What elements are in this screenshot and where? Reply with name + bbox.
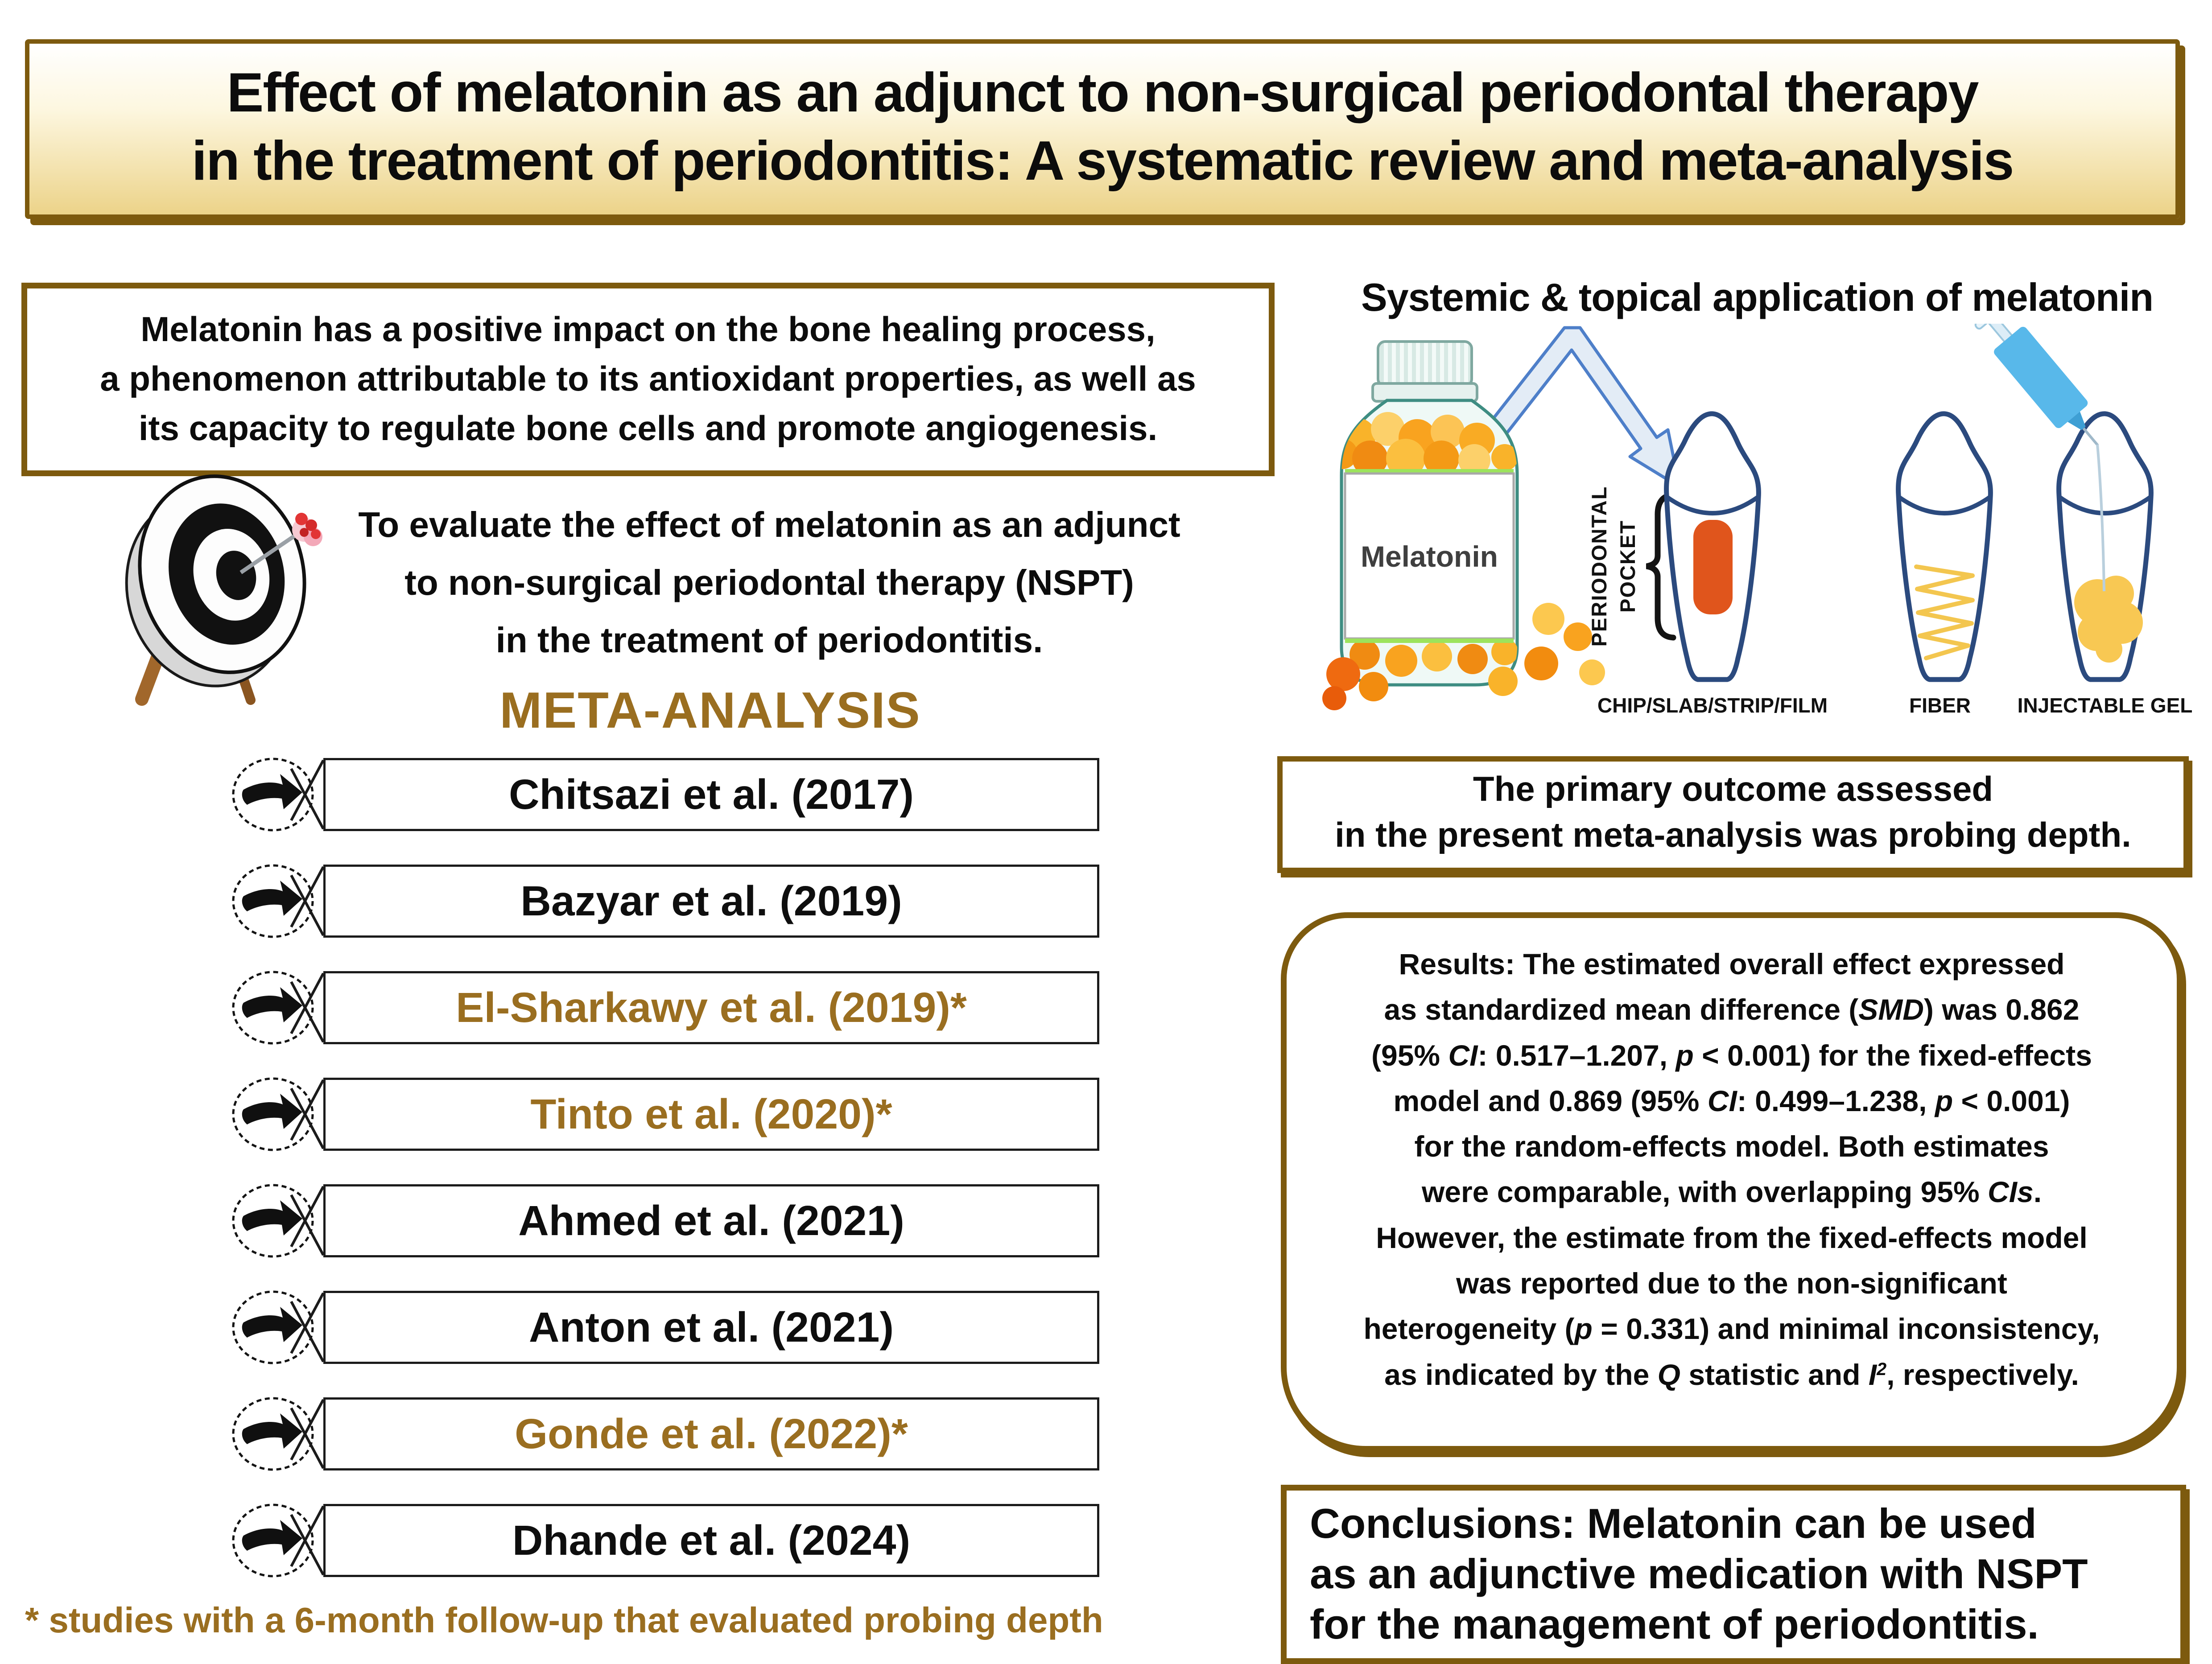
pocket-label-line1: PERIODONTAL (1587, 486, 1611, 647)
bullet-arrow-icon (232, 754, 352, 835)
asterisk-footnote: * studies with a 6-month follow-up that evaluated probing depth (25, 1600, 1103, 1640)
objective-statement: To evaluate the effect of melatonin as an adjunct to non-surgical periodontal therapy (NSPT) in the treatment of periodontitis. (358, 505, 1180, 660)
tooth-chip-icon (1667, 414, 1759, 680)
study-box (323, 865, 1099, 938)
meta-analysis-heading: META-ANALYSIS (499, 682, 921, 739)
bullet-arrow-icon (232, 967, 352, 1048)
study-item (232, 1291, 1099, 1364)
bullet-arrow-icon (232, 1500, 352, 1581)
background-statement-box: Melatonin has a positive impact on the bone healing process, a phenomenon attributable to its antioxidant properties, as well as its capacity to regulate bone cells and promote angiogenesis. (21, 283, 1275, 476)
results-box: Results: The estimated overall effect expressed as standardized mean difference (SMD) was 0.862 (95% CI: 0.517–1.207, p < 0.001) for the fixed-effects model and 0.869 (95% CI: 0.499–1.238, p < 0.001) for the random-effects model. Both estimates were comparable, with overlapping 95% CIs. However, the estimate from the fixed-effects model was reported due to the non-significant heterogeneity (p = 0.331) and minimal inconsistency, as indicated by the Q statistic and $I^2$, respectively. (1281, 912, 2183, 1452)
periodontal-pocket-annotation (1587, 486, 1673, 647)
bottle-label-text: Melatonin (1361, 540, 1498, 573)
study-box (323, 1078, 1099, 1151)
application-illustration (1316, 324, 2208, 725)
bullet-arrow-icon (232, 861, 352, 942)
bottle-cap (1378, 342, 1472, 386)
delivery-label-gel: INJECTABLE GEL (2017, 694, 2193, 717)
study-label: Bazyar et al. (2019) (520, 877, 902, 925)
study-label: Anton et al. (2021) (528, 1303, 894, 1351)
bullet-arrow-icon (232, 1287, 352, 1368)
pill-bottle-icon (1327, 342, 1518, 685)
study-label: Ahmed et al. (2021) (518, 1197, 904, 1244)
bullet-arrow-icon (232, 1074, 352, 1155)
study-label: El-Sharkawy et al. (2019)* (456, 984, 967, 1031)
tooth-gel-icon (2059, 414, 2151, 680)
study-label: Dhande et al. (2024) (512, 1516, 911, 1564)
study-item (232, 865, 1099, 938)
study-item (232, 971, 1099, 1044)
title-banner: Effect of melatonin as an adjunct to non-surgical periodontal therapy in the treatment of periodontitis: A systematic review and meta-analysis (25, 39, 2180, 219)
application-heading: Systemic & topical application of melatonin (1361, 275, 2153, 319)
delivery-label-fiber: FIBER (1909, 694, 1971, 717)
study-item (232, 758, 1099, 831)
tooth-fiber-icon (1898, 414, 1991, 680)
primary-outcome-box: The primary outcome assessed in the present meta-analysis was probing depth. (1277, 756, 2189, 873)
chip-strip (1693, 520, 1733, 614)
study-label: Gonde et al. (2022)* (515, 1410, 908, 1458)
study-item (232, 1397, 1099, 1470)
study-box (323, 1397, 1099, 1470)
study-item (232, 1078, 1099, 1151)
study-list (232, 758, 1099, 1610)
study-label: Chitsazi et al. (2017) (508, 770, 914, 818)
pocket-label-line2: POCKET (1616, 520, 1639, 613)
study-item (232, 1504, 1099, 1577)
study-box (323, 1291, 1099, 1364)
study-box (323, 971, 1099, 1044)
study-box (323, 758, 1099, 831)
study-box (323, 1504, 1099, 1577)
conclusions-box: Conclusions: Melatonin can be used as an adjunctive medication with NSPT for the management of periodontitis. (1281, 1485, 2186, 1664)
bullet-arrow-icon (232, 1393, 352, 1475)
study-box (323, 1184, 1099, 1257)
study-item (232, 1184, 1099, 1257)
bullet-arrow-icon (232, 1180, 352, 1261)
study-label: Tinto et al. (2020)* (530, 1090, 892, 1138)
delivery-label-chip: CHIP/SLAB/STRIP/FILM (1597, 694, 1828, 717)
